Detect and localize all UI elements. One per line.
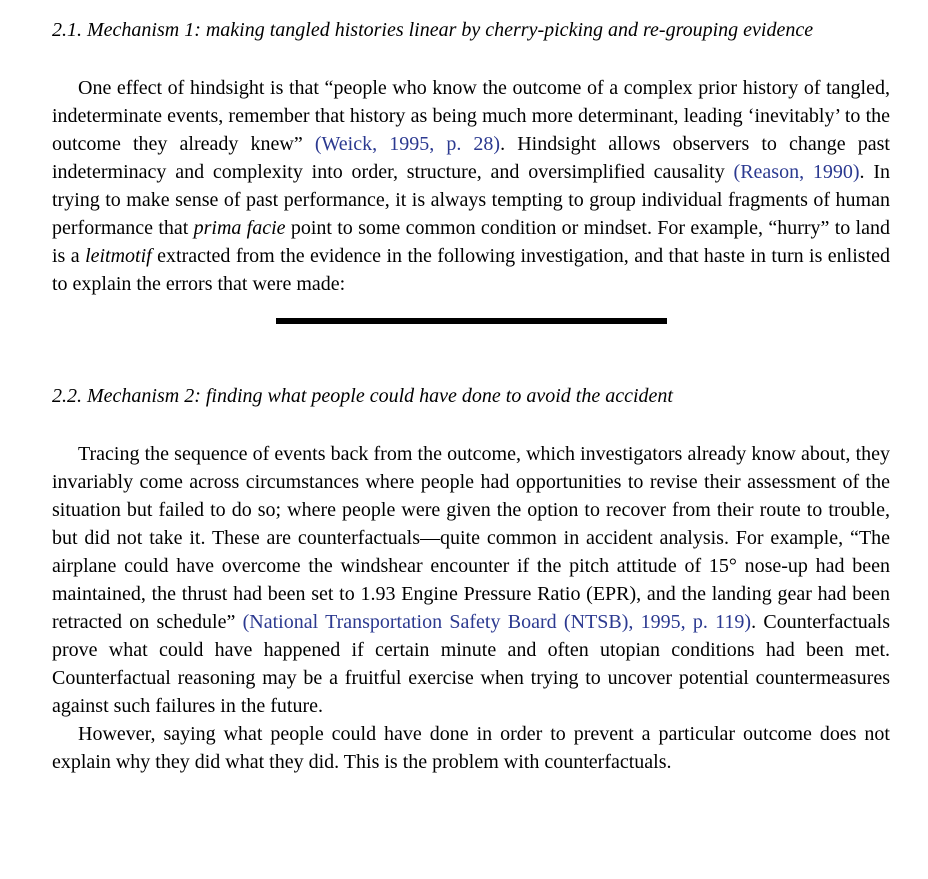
citation-link-ntsb-1995[interactable]: (National Transportation Safety Board (NTSB), 1995, p. 119) [242, 611, 752, 633]
citation-link-weick-1995[interactable]: (Weick, 1995, p. 28) [314, 133, 501, 155]
text-run: extracted from the evidence in the following investigation, and that haste in turn is enlisted to explain the errors that were made: [52, 245, 891, 295]
text-run: . In trying to make sense of past performance, it is always tempting to group individual fragments of human performance that [52, 161, 890, 239]
italic-term-leitmotif: leitmotif [85, 245, 152, 267]
text-run: One effect of hindsight is that “people who know the outcome of a complex prior history of tangled, indeterminate events, remember that history as being much more determinant, leading ‘inevitably’ to the outcome they already knew” [52, 77, 890, 155]
paragraph-counterfactuals [52, 440, 890, 720]
text-run: Tracing the sequence of events back from the outcome, which investigators already know about, they invariably come across circumstances where people had opportunities to revise their assessment of the situation but failed to do so; where people were given the option to recover from their route to trouble, but did not take it. These are counterfactuals—quite common in accident analysis. For example, “The airplane could have overcome the windshear encounter if the pitch attitude of 15° nose-up had been maintained, the thrust had been set to 1.93 Engine Pressure Ratio (EPR), and the landing gear had been retracted on schedule” [52, 443, 890, 633]
paragraph-however [52, 720, 890, 776]
section-heading-2-1: 2.1. Mechanism 1: making tangled histories linear by cherry-picking and re-grouping evidence [52, 19, 814, 41]
spacer [52, 324, 890, 382]
text-run: . Hindsight allows observers to change past indeterminacy and complexity into order, structure, and oversimplified causality [52, 133, 890, 183]
section-heading-2-2: 2.2. Mechanism 2: finding what people could have done to avoid the accident [52, 385, 673, 407]
paragraph-hindsight [52, 74, 890, 298]
text-run: point to some common condition or mindset. For example, “hurry” to land is a [52, 217, 890, 267]
text-run: However, saying what people could have done in order to prevent a particular outcome does not explain why they did what they did. This is the problem with counterfactuals. [52, 723, 890, 773]
text-run: . Counterfactuals prove what could have happened if certain minute and often utopian conditions had been met. Counterfactual reasoning may be a fruitful exercise when trying to uncover potential countermeasures against such failures in the future. [52, 611, 890, 717]
section-2-2 [52, 382, 890, 776]
citation-link-reason-1990[interactable]: (Reason, 1990) [733, 161, 860, 183]
italic-term-prima-facie: prima facie [193, 217, 286, 239]
section-2-1 [52, 16, 890, 298]
